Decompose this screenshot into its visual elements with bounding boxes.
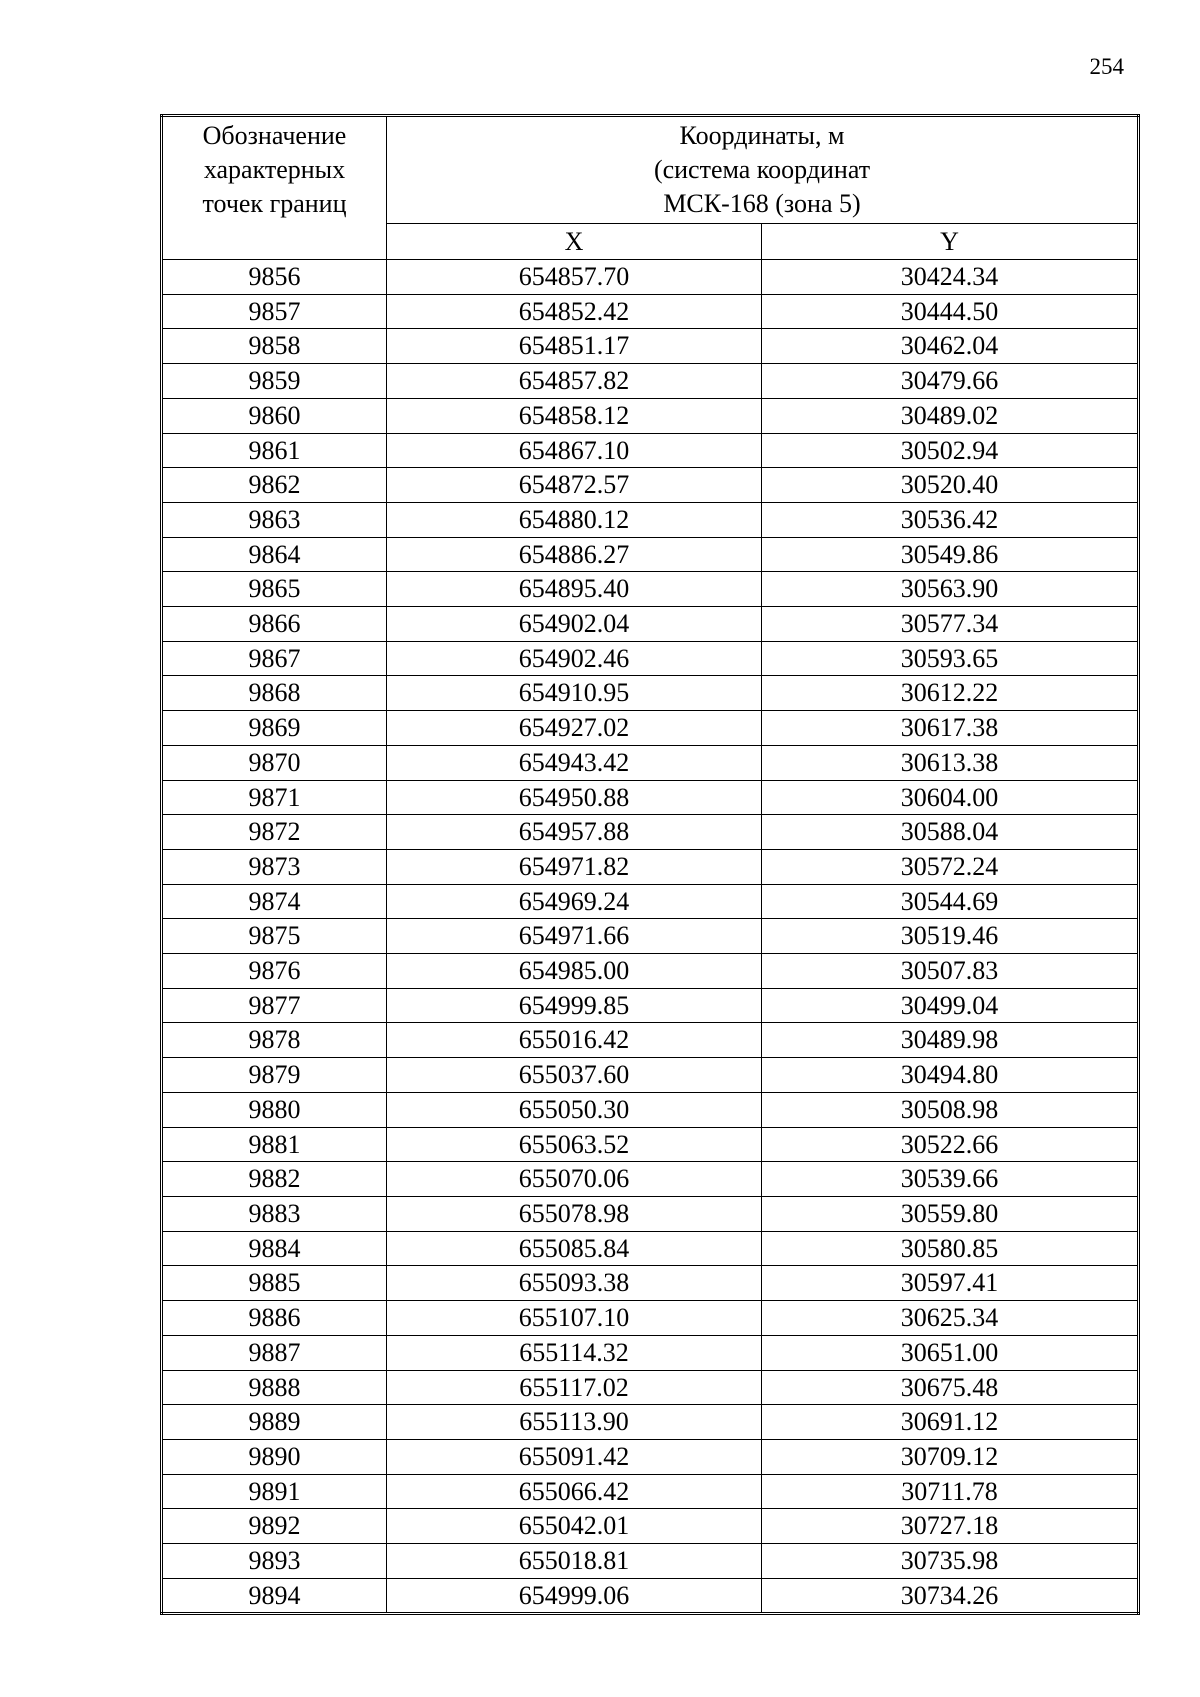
point-id-cell: 9882 bbox=[162, 1162, 387, 1197]
y-coordinate-cell: 30734.26 bbox=[762, 1578, 1139, 1614]
header-coords-label-line: Координаты, м bbox=[679, 121, 845, 150]
table-row bbox=[162, 1266, 1139, 1301]
x-coordinate-cell: 655070.06 bbox=[387, 1162, 762, 1197]
x-coordinate-cell: 654943.42 bbox=[387, 745, 762, 780]
point-id-cell: 9858 bbox=[162, 329, 387, 364]
table-row bbox=[162, 1335, 1139, 1370]
y-coordinate-cell: 30691.12 bbox=[762, 1405, 1139, 1440]
y-coordinate-cell: 30508.98 bbox=[762, 1092, 1139, 1127]
table-row bbox=[162, 1509, 1139, 1544]
x-coordinate-cell: 655107.10 bbox=[387, 1301, 762, 1336]
x-coordinate-cell: 654852.42 bbox=[387, 294, 762, 329]
table-row bbox=[162, 1544, 1139, 1579]
point-id-cell: 9881 bbox=[162, 1127, 387, 1162]
page-number: 254 bbox=[1089, 54, 1124, 79]
x-coordinate-cell: 655018.81 bbox=[387, 1544, 762, 1579]
y-coordinate-cell: 30593.65 bbox=[762, 641, 1139, 676]
y-coordinate-cell: 30489.98 bbox=[762, 1023, 1139, 1058]
y-coordinate-cell: 30651.00 bbox=[762, 1335, 1139, 1370]
table-header bbox=[162, 116, 1139, 260]
x-coordinate-cell: 654857.70 bbox=[387, 260, 762, 295]
point-id-cell: 9893 bbox=[162, 1544, 387, 1579]
point-id-cell: 9872 bbox=[162, 815, 387, 850]
table-row bbox=[162, 398, 1139, 433]
table-body bbox=[162, 260, 1139, 1614]
point-id-cell: 9875 bbox=[162, 919, 387, 954]
x-coordinate-cell: 655113.90 bbox=[387, 1405, 762, 1440]
table-row bbox=[162, 1439, 1139, 1474]
point-id-cell: 9894 bbox=[162, 1578, 387, 1614]
y-coordinate-cell: 30522.66 bbox=[762, 1127, 1139, 1162]
table-row bbox=[162, 711, 1139, 746]
point-id-cell: 9889 bbox=[162, 1405, 387, 1440]
y-coordinate-cell: 30727.18 bbox=[762, 1509, 1139, 1544]
point-id-cell: 9861 bbox=[162, 433, 387, 468]
header-point-label-line: характерных bbox=[203, 155, 346, 184]
table-row bbox=[162, 1578, 1139, 1614]
header-y-label: Y bbox=[762, 224, 1139, 260]
table-row bbox=[162, 1405, 1139, 1440]
table-row bbox=[162, 607, 1139, 642]
x-coordinate-cell: 654999.06 bbox=[387, 1578, 762, 1614]
x-coordinate-cell: 654927.02 bbox=[387, 711, 762, 746]
point-id-cell: 9886 bbox=[162, 1301, 387, 1336]
table-row bbox=[162, 1231, 1139, 1266]
table-row bbox=[162, 780, 1139, 815]
y-coordinate-cell: 30580.85 bbox=[762, 1231, 1139, 1266]
y-coordinate-cell: 30617.38 bbox=[762, 711, 1139, 746]
y-coordinate-cell: 30536.42 bbox=[762, 502, 1139, 537]
table-row bbox=[162, 1127, 1139, 1162]
y-coordinate-cell: 30544.69 bbox=[762, 884, 1139, 919]
table-row bbox=[162, 1023, 1139, 1058]
point-id-cell: 9876 bbox=[162, 954, 387, 989]
x-coordinate-cell: 655066.42 bbox=[387, 1474, 762, 1509]
y-coordinate-cell: 30494.80 bbox=[762, 1058, 1139, 1093]
x-coordinate-cell: 655050.30 bbox=[387, 1092, 762, 1127]
table-row bbox=[162, 502, 1139, 537]
y-coordinate-cell: 30489.02 bbox=[762, 398, 1139, 433]
y-coordinate-cell: 30507.83 bbox=[762, 954, 1139, 989]
point-id-cell: 9884 bbox=[162, 1231, 387, 1266]
x-coordinate-cell: 654950.88 bbox=[387, 780, 762, 815]
point-id-cell: 9856 bbox=[162, 260, 387, 295]
header-point-label-line: точек границ bbox=[202, 189, 347, 218]
y-coordinate-cell: 30613.38 bbox=[762, 745, 1139, 780]
header-coords-label bbox=[387, 116, 1139, 224]
x-coordinate-cell: 655093.38 bbox=[387, 1266, 762, 1301]
point-id-cell: 9864 bbox=[162, 537, 387, 572]
point-id-cell: 9870 bbox=[162, 745, 387, 780]
table-row bbox=[162, 954, 1139, 989]
y-coordinate-cell: 30597.41 bbox=[762, 1266, 1139, 1301]
x-coordinate-cell: 654971.66 bbox=[387, 919, 762, 954]
header-point-label-line: Обозначение bbox=[202, 121, 347, 150]
point-id-cell: 9883 bbox=[162, 1196, 387, 1231]
table-row bbox=[162, 919, 1139, 954]
x-coordinate-cell: 655063.52 bbox=[387, 1127, 762, 1162]
table-row bbox=[162, 1196, 1139, 1231]
point-id-cell: 9871 bbox=[162, 780, 387, 815]
x-coordinate-cell: 654910.95 bbox=[387, 676, 762, 711]
y-coordinate-cell: 30577.34 bbox=[762, 607, 1139, 642]
table-row bbox=[162, 1162, 1139, 1197]
x-coordinate-cell: 655117.02 bbox=[387, 1370, 762, 1405]
x-coordinate-cell: 654858.12 bbox=[387, 398, 762, 433]
x-coordinate-cell: 655085.84 bbox=[387, 1231, 762, 1266]
point-id-cell: 9860 bbox=[162, 398, 387, 433]
table-row bbox=[162, 1058, 1139, 1093]
table-row bbox=[162, 1092, 1139, 1127]
x-coordinate-cell: 655016.42 bbox=[387, 1023, 762, 1058]
header-x-label: X bbox=[387, 224, 762, 260]
table-row bbox=[162, 364, 1139, 399]
point-id-cell: 9880 bbox=[162, 1092, 387, 1127]
point-id-cell: 9869 bbox=[162, 711, 387, 746]
point-id-cell: 9873 bbox=[162, 849, 387, 884]
point-id-cell: 9892 bbox=[162, 1509, 387, 1544]
table-row bbox=[162, 1474, 1139, 1509]
x-coordinate-cell: 655078.98 bbox=[387, 1196, 762, 1231]
x-coordinate-cell: 654985.00 bbox=[387, 954, 762, 989]
x-coordinate-cell: 654902.46 bbox=[387, 641, 762, 676]
table-row bbox=[162, 676, 1139, 711]
table-row bbox=[162, 433, 1139, 468]
x-coordinate-cell: 654851.17 bbox=[387, 329, 762, 364]
table-row bbox=[162, 815, 1139, 850]
y-coordinate-cell: 30520.40 bbox=[762, 468, 1139, 503]
y-coordinate-cell: 30559.80 bbox=[762, 1196, 1139, 1231]
x-coordinate-cell: 655114.32 bbox=[387, 1335, 762, 1370]
table-row bbox=[162, 745, 1139, 780]
point-id-cell: 9885 bbox=[162, 1266, 387, 1301]
header-point-label bbox=[162, 116, 387, 260]
point-id-cell: 9867 bbox=[162, 641, 387, 676]
x-coordinate-cell: 654969.24 bbox=[387, 884, 762, 919]
point-id-cell: 9879 bbox=[162, 1058, 387, 1093]
header-row-main bbox=[162, 116, 1139, 224]
y-coordinate-cell: 30625.34 bbox=[762, 1301, 1139, 1336]
table-row bbox=[162, 1370, 1139, 1405]
point-id-cell: 9887 bbox=[162, 1335, 387, 1370]
y-coordinate-cell: 30462.04 bbox=[762, 329, 1139, 364]
y-coordinate-cell: 30424.34 bbox=[762, 260, 1139, 295]
point-id-cell: 9868 bbox=[162, 676, 387, 711]
y-coordinate-cell: 30499.04 bbox=[762, 988, 1139, 1023]
table-row bbox=[162, 884, 1139, 919]
table-row bbox=[162, 294, 1139, 329]
table-row bbox=[162, 260, 1139, 295]
point-id-cell: 9862 bbox=[162, 468, 387, 503]
x-coordinate-cell: 654872.57 bbox=[387, 468, 762, 503]
y-coordinate-cell: 30479.66 bbox=[762, 364, 1139, 399]
point-id-cell: 9866 bbox=[162, 607, 387, 642]
y-coordinate-cell: 30519.46 bbox=[762, 919, 1139, 954]
y-coordinate-cell: 30711.78 bbox=[762, 1474, 1139, 1509]
y-coordinate-cell: 30735.98 bbox=[762, 1544, 1139, 1579]
point-id-cell: 9859 bbox=[162, 364, 387, 399]
point-id-cell: 9857 bbox=[162, 294, 387, 329]
point-id-cell: 9888 bbox=[162, 1370, 387, 1405]
y-coordinate-cell: 30444.50 bbox=[762, 294, 1139, 329]
point-id-cell: 9890 bbox=[162, 1439, 387, 1474]
x-coordinate-cell: 654957.88 bbox=[387, 815, 762, 850]
point-id-cell: 9865 bbox=[162, 572, 387, 607]
x-coordinate-cell: 654867.10 bbox=[387, 433, 762, 468]
point-id-cell: 9874 bbox=[162, 884, 387, 919]
x-coordinate-cell: 654902.04 bbox=[387, 607, 762, 642]
point-id-cell: 9891 bbox=[162, 1474, 387, 1509]
x-coordinate-cell: 655042.01 bbox=[387, 1509, 762, 1544]
point-id-cell: 9863 bbox=[162, 502, 387, 537]
y-coordinate-cell: 30572.24 bbox=[762, 849, 1139, 884]
table-row bbox=[162, 537, 1139, 572]
point-id-cell: 9878 bbox=[162, 1023, 387, 1058]
x-coordinate-cell: 654971.82 bbox=[387, 849, 762, 884]
x-coordinate-cell: 655091.42 bbox=[387, 1439, 762, 1474]
y-coordinate-cell: 30675.48 bbox=[762, 1370, 1139, 1405]
y-coordinate-cell: 30709.12 bbox=[762, 1439, 1139, 1474]
table-row bbox=[162, 468, 1139, 503]
y-coordinate-cell: 30549.86 bbox=[762, 537, 1139, 572]
y-coordinate-cell: 30604.00 bbox=[762, 780, 1139, 815]
table-row bbox=[162, 1301, 1139, 1336]
x-coordinate-cell: 654895.40 bbox=[387, 572, 762, 607]
y-coordinate-cell: 30563.90 bbox=[762, 572, 1139, 607]
y-coordinate-cell: 30612.22 bbox=[762, 676, 1139, 711]
header-coords-label-line: МСК-168 (зона 5) bbox=[663, 189, 861, 218]
table-row bbox=[162, 572, 1139, 607]
point-id-cell: 9877 bbox=[162, 988, 387, 1023]
coordinates-table bbox=[160, 114, 1140, 1615]
y-coordinate-cell: 30588.04 bbox=[762, 815, 1139, 850]
x-coordinate-cell: 654857.82 bbox=[387, 364, 762, 399]
x-coordinate-cell: 655037.60 bbox=[387, 1058, 762, 1093]
x-coordinate-cell: 654886.27 bbox=[387, 537, 762, 572]
table-row bbox=[162, 849, 1139, 884]
y-coordinate-cell: 30502.94 bbox=[762, 433, 1139, 468]
x-coordinate-cell: 654999.85 bbox=[387, 988, 762, 1023]
y-coordinate-cell: 30539.66 bbox=[762, 1162, 1139, 1197]
table-row bbox=[162, 329, 1139, 364]
table-row bbox=[162, 641, 1139, 676]
table-row bbox=[162, 988, 1139, 1023]
header-coords-label-line: (система координат bbox=[653, 155, 871, 184]
x-coordinate-cell: 654880.12 bbox=[387, 502, 762, 537]
